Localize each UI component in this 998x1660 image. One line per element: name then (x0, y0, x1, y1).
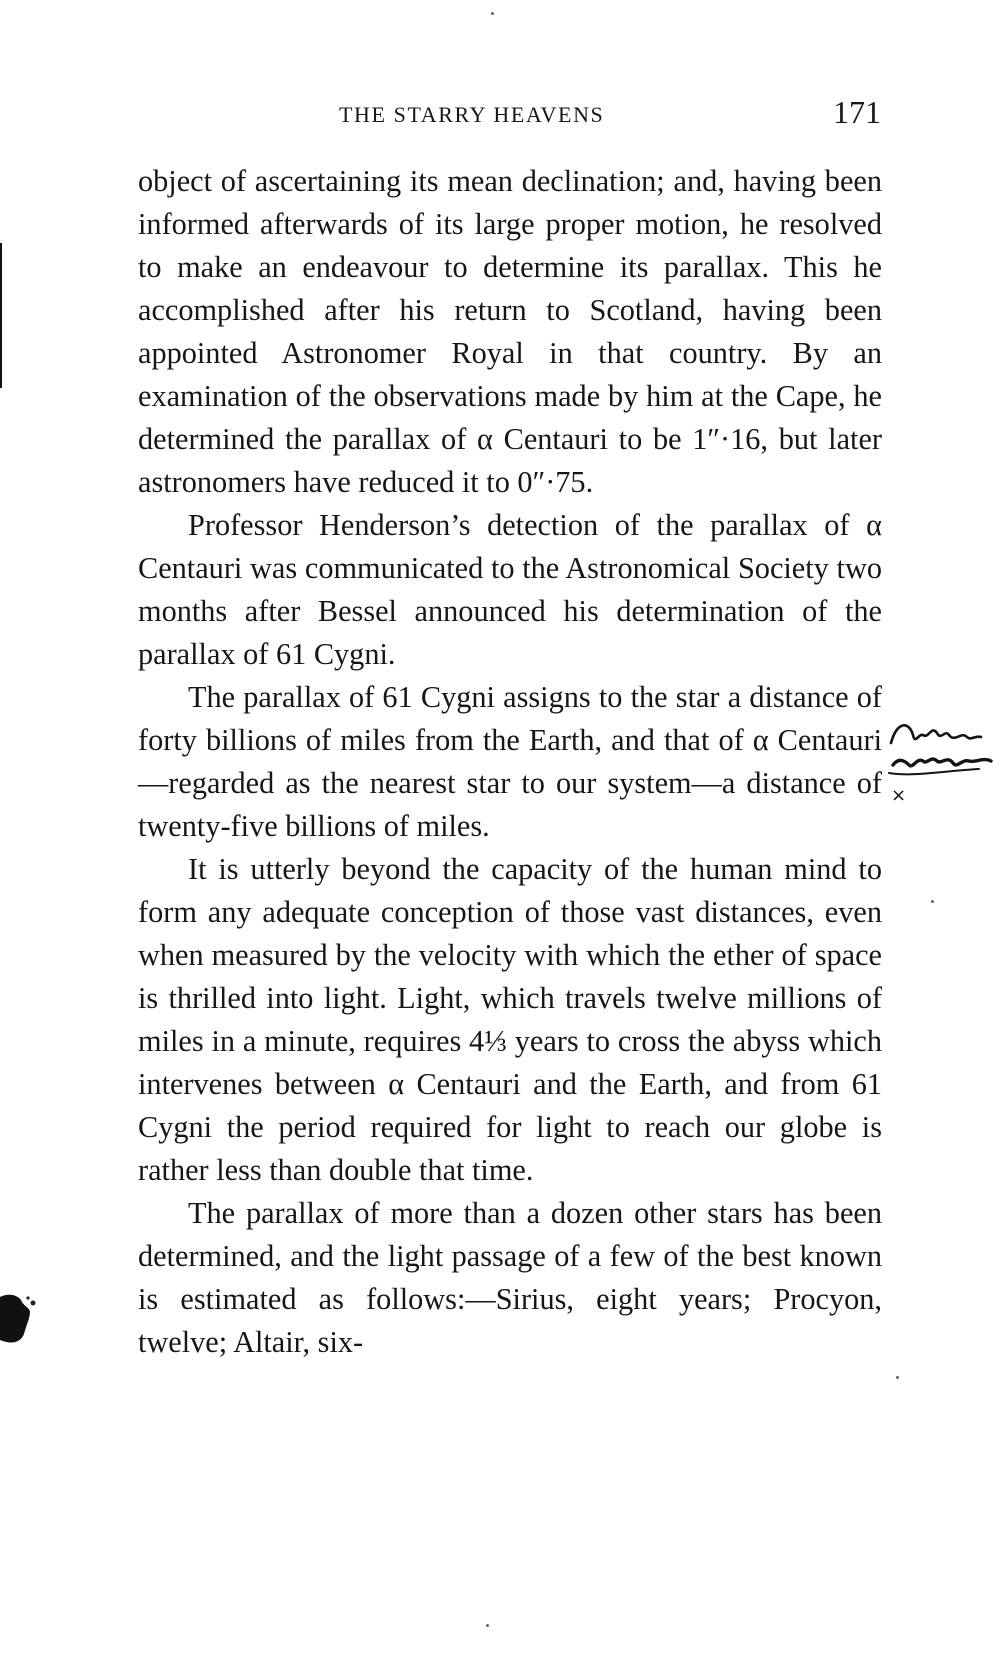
paragraph-5: The parallax of more than a dozen other stars has been determined, and the light passage of a few of the best known is estimated as follows:—Sirius, eight years; Procyon, twelve; Altair, six- (138, 1196, 882, 1359)
speck-2 (896, 1376, 899, 1379)
speck-4 (931, 900, 934, 903)
page-number: 171 (833, 94, 881, 130)
ink-blot (0, 1288, 48, 1346)
ink-blot-icon (0, 1288, 48, 1346)
paragraph-1: object of ascertaining its mean declination; and, having been informed afterwards of its large proper motion, he resolved to make an endeavour to determine its parallax. This he accomplished after his return to Scotland, having been appointed Astronomer Royal in that country. By an examination of the observations made by him at the Cape, he determined the parallax of α Centauri to be 1″·16, but later astronomers have reduced it to 0″·75. (138, 164, 882, 499)
paragraph-4: It is utterly beyond the capacity of the human mind to form any adequate conception of those vast distances, even when measured by the velocity with which the ether of space is thrilled into light. Light, which travels twelve millions of miles in a minute, requires 4⅓ years to cross the abyss which intervenes between α Centauri and the Earth, and from 61 Cygni the period required for light to reach our globe is rather less than double that time. (138, 852, 882, 1187)
paragraph-2: Professor Henderson’s detection of the parallax of α Centauri was communicated to the Astronomical Society two months after Bessel announced his determination of the parallax of 61 Cygni. (138, 508, 882, 671)
handwriting-icon (885, 715, 997, 805)
speck-3 (486, 1624, 489, 1627)
body-text (138, 160, 882, 1364)
page-header (131, 92, 881, 142)
handwritten-annotation (885, 715, 997, 805)
margin-mark: × (891, 785, 907, 805)
speck-1 (491, 12, 494, 15)
margin-line-mark (0, 243, 2, 388)
running-head: THE STARRY HEAVENS (339, 102, 605, 127)
paragraph-3: The parallax of 61 Cygni assigns to the star a distance of forty billions of miles from the Earth, and that of α Centauri—regarded as the nearest star to our system—a distance of twenty-five billions of miles. (138, 680, 882, 843)
